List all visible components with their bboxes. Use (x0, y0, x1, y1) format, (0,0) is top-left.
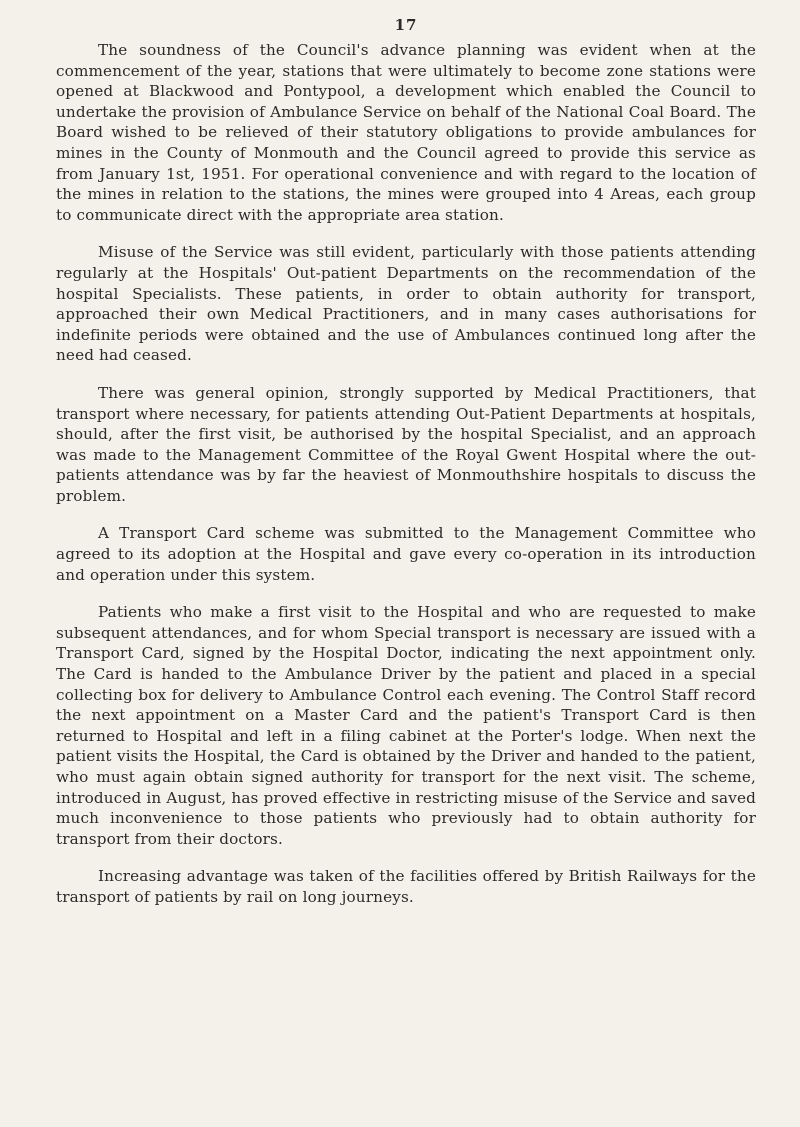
page-number: 17 (394, 16, 418, 34)
paragraph-transport-card-scheme: A Transport Card scheme was submitted to the Management Committee who agreed to its adoption at the Hospital and gave every co-operation in its introduction and operation under this system. (56, 524, 756, 584)
paragraph-procedure: Patients who make a first visit to the Hospital and who are requested to make subsequent attendances, and for whom Special transport is necessary are issued with a Transport Card, signed by the Hospital Doctor, indicating the next appointment only. The Card is handed to the Ambulance Driver by the patient and placed in a special collecting box for delivery to Ambulance Control each evening. The Control Staff record the next appointment on a Master Card and the patient's Transport Card is then returned to Hospital and left in a filing cabinet at the Porter's lodge. When next the patient visits the Hospital, the Card is obtained by the Driver and handed to the patient, who must again obtain signed authority for transport for the next visit. The scheme, introduced in August, has proved effective in restricting misuse of the Service and saved much inconvenience to those patients who previously had to obtain authority for transport from their doctors. (56, 603, 756, 848)
paragraph-misuse: Misuse of the Service was still evident, particularly with those patients attending regularly at the Hospitals' Out-patient Departments on the recommendation of the hospital Specialists. These patients, in order to obtain authority for transport, approached their own Medical Practitioners, and in many cases authorisations for indefinite periods were obtained and the use of Ambulances continued long after the need had ceased. (56, 243, 756, 365)
paragraph-general-opinion: There was general opinion, strongly supported by Medical Practitioners, that transport where necessary, for patients attending Out-Patient Departments at hospitals, should, after the first visit, be authorised by the hospital Specialist, and an approach was made to the Management Committee of the Royal Gwent Hospital where the out-patients attendance was by far the heaviest of Monmouthshire hospitals to discuss the problem. (56, 383, 756, 505)
paragraph-zone-stations: The soundness of the Council's advance planning was evident when at the commencement of the year, stations that were ultimately to become zone stations were opened at Blackwood and Pontypool, a development which enabled the Council to undertake the provision of Ambulance Service on behalf of the National Coal Board. The Board wished to be relieved of their statutory obligations to provide ambulances for mines in the County of Monmouth and the Council agreed to provide this service as from January 1st, 1951. For operational convenience and with regard to the location of the mines in relation to the stations, the mines were grouped into 4 Areas, each group to communicate direct with the appropriate area station. (56, 41, 756, 224)
document-page (56, 16, 756, 925)
paragraph-british-railways: Increasing advantage was taken of the facilities offered by British Railways for the transport of patients by rail on long journeys. (56, 867, 756, 906)
